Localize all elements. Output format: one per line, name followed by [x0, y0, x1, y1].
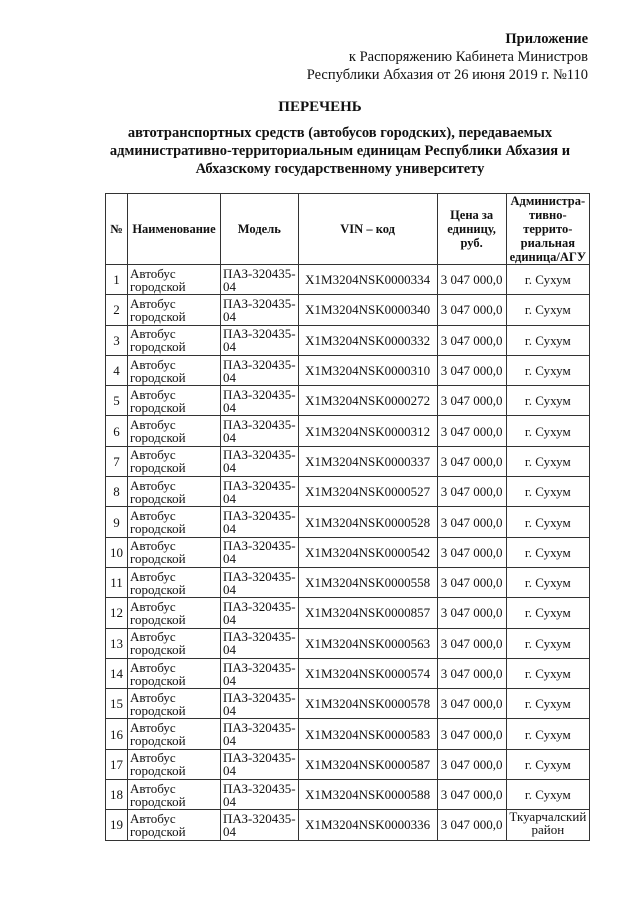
row-number: 16 [106, 719, 128, 749]
vehicle-model: ПАЗ-320435-04 [221, 628, 299, 658]
vin-code: X1M3204NSK0000574 [298, 658, 437, 688]
vehicle-name: Автобус городской [128, 719, 221, 749]
vin-code: X1M3204NSK0000340 [298, 295, 437, 325]
row-number: 6 [106, 416, 128, 446]
vehicle-name: Автобус городской [128, 507, 221, 537]
vin-code: X1M3204NSK0000336 [298, 810, 437, 840]
vehicle-model: ПАЗ-320435-04 [221, 810, 299, 840]
vin-code: X1M3204NSK0000312 [298, 416, 437, 446]
vehicle-model: ПАЗ-320435-04 [221, 416, 299, 446]
vehicle-name: Автобус городской [128, 386, 221, 416]
table-row [106, 689, 590, 719]
vin-code: X1M3204NSK0000527 [298, 477, 437, 507]
unit-price: 3 047 000,0 [437, 295, 506, 325]
header-admin-unit: Администра-тивно-террито-риальная единица/АГУ [506, 194, 589, 265]
vehicle-model: ПАЗ-320435-04 [221, 295, 299, 325]
table-row [106, 810, 590, 840]
subtitle-line: Абхазскому государственному университету [195, 161, 485, 177]
vehicle-name: Автобус городской [128, 628, 221, 658]
admin-unit: г. Сухум [506, 477, 589, 507]
row-number: 1 [106, 265, 128, 295]
row-number: 12 [106, 598, 128, 628]
unit-price: 3 047 000,0 [437, 658, 506, 688]
vin-code: X1M3204NSK0000272 [298, 386, 437, 416]
row-number: 3 [106, 325, 128, 355]
unit-price: 3 047 000,0 [437, 628, 506, 658]
unit-price: 3 047 000,0 [437, 446, 506, 476]
unit-price: 3 047 000,0 [437, 689, 506, 719]
vehicle-model: ПАЗ-320435-04 [221, 567, 299, 597]
admin-unit: г. Сухум [506, 355, 589, 385]
unit-price: 3 047 000,0 [437, 265, 506, 295]
table-row [106, 598, 590, 628]
vehicle-model: ПАЗ-320435-04 [221, 780, 299, 810]
admin-unit: г. Сухум [506, 386, 589, 416]
header-name: Наименование [128, 194, 221, 265]
row-number: 5 [106, 386, 128, 416]
table-row [106, 628, 590, 658]
vin-code: X1M3204NSK0000337 [298, 446, 437, 476]
vin-code: X1M3204NSK0000542 [298, 537, 437, 567]
admin-unit: г. Сухум [506, 295, 589, 325]
vehicle-name: Автобус городской [128, 658, 221, 688]
admin-unit: г. Сухум [506, 537, 589, 567]
unit-price: 3 047 000,0 [437, 719, 506, 749]
annex-line: Республики Абхазия от 26 июня 2019 г. №110 [306, 67, 588, 83]
row-number: 8 [106, 477, 128, 507]
subtitle-line: автотранспортных средств (автобусов городских), передаваемых [127, 125, 553, 141]
vehicle-name: Автобус городской [128, 689, 221, 719]
admin-unit: г. Сухум [506, 446, 589, 476]
row-number: 19 [106, 810, 128, 840]
row-number: 4 [106, 355, 128, 385]
admin-unit: г. Сухум [506, 749, 589, 779]
vehicle-name: Автобус городской [128, 598, 221, 628]
vin-code: X1M3204NSK0000578 [298, 689, 437, 719]
vehicle-name: Автобус городской [128, 567, 221, 597]
row-number: 14 [106, 658, 128, 688]
row-number: 15 [106, 689, 128, 719]
row-number: 17 [106, 749, 128, 779]
annex-line: к Распоряжению Кабинета Министров [348, 49, 588, 65]
table-row [106, 295, 590, 325]
vin-code: X1M3204NSK0000558 [298, 567, 437, 597]
table-row [106, 719, 590, 749]
admin-unit: г. Сухум [506, 658, 589, 688]
header-price: Цена за единицу, руб. [437, 194, 506, 265]
table-row [106, 416, 590, 446]
vehicle-model: ПАЗ-320435-04 [221, 658, 299, 688]
table-row [106, 537, 590, 567]
table-row [106, 386, 590, 416]
unit-price: 3 047 000,0 [437, 537, 506, 567]
vehicle-model: ПАЗ-320435-04 [221, 446, 299, 476]
annex-header [307, 30, 588, 84]
vehicle-name: Автобус городской [128, 355, 221, 385]
vehicle-model: ПАЗ-320435-04 [221, 507, 299, 537]
admin-unit: г. Сухум [506, 598, 589, 628]
admin-unit: г. Сухум [506, 325, 589, 355]
vehicle-model: ПАЗ-320435-04 [221, 477, 299, 507]
vin-code: X1M3204NSK0000588 [298, 780, 437, 810]
vehicle-name: Автобус городской [128, 416, 221, 446]
vehicle-model: ПАЗ-320435-04 [221, 749, 299, 779]
vehicle-model: ПАЗ-320435-04 [221, 355, 299, 385]
table-row [106, 780, 590, 810]
vin-code: X1M3204NSK0000332 [298, 325, 437, 355]
unit-price: 3 047 000,0 [437, 598, 506, 628]
table-header-row [106, 194, 590, 265]
vehicle-name: Автобус городской [128, 477, 221, 507]
row-number: 11 [106, 567, 128, 597]
header-vin: VIN – код [298, 194, 437, 265]
vehicle-name: Автобус городской [128, 749, 221, 779]
vin-code: X1M3204NSK0000857 [298, 598, 437, 628]
header-number: № [106, 194, 128, 265]
vin-code: X1M3204NSK0000563 [298, 628, 437, 658]
row-number: 10 [106, 537, 128, 567]
vehicle-model: ПАЗ-320435-04 [221, 689, 299, 719]
row-number: 2 [106, 295, 128, 325]
unit-price: 3 047 000,0 [437, 567, 506, 597]
table-row [106, 477, 590, 507]
table-row [106, 325, 590, 355]
unit-price: 3 047 000,0 [437, 780, 506, 810]
unit-price: 3 047 000,0 [437, 325, 506, 355]
vehicle-name: Автобус городской [128, 537, 221, 567]
document-title: ПЕРЕЧЕНЬ [278, 99, 362, 115]
vin-code: X1M3204NSK0000587 [298, 749, 437, 779]
vehicle-model: ПАЗ-320435-04 [221, 537, 299, 567]
table-row [106, 567, 590, 597]
unit-price: 3 047 000,0 [437, 355, 506, 385]
vehicle-model: ПАЗ-320435-04 [221, 325, 299, 355]
table-row [106, 507, 590, 537]
admin-unit: г. Сухум [506, 689, 589, 719]
table-row [106, 355, 590, 385]
vin-code: X1M3204NSK0000334 [298, 265, 437, 295]
document-subtitle [90, 124, 590, 178]
row-number: 18 [106, 780, 128, 810]
vehicle-name: Автобус городской [128, 446, 221, 476]
unit-price: 3 047 000,0 [437, 477, 506, 507]
unit-price: 3 047 000,0 [437, 507, 506, 537]
table-row [106, 446, 590, 476]
vin-code: X1M3204NSK0000528 [298, 507, 437, 537]
vehicle-name: Автобус городской [128, 295, 221, 325]
vehicle-name: Автобус городской [128, 325, 221, 355]
admin-unit: г. Сухум [506, 265, 589, 295]
vehicle-model: ПАЗ-320435-04 [221, 719, 299, 749]
admin-unit: Ткуарчалский район [506, 810, 589, 840]
row-number: 13 [106, 628, 128, 658]
unit-price: 3 047 000,0 [437, 386, 506, 416]
unit-price: 3 047 000,0 [437, 416, 506, 446]
vehicle-table [105, 193, 590, 841]
table-row [106, 658, 590, 688]
annex-heading: Приложение [505, 31, 588, 47]
admin-unit: г. Сухум [506, 416, 589, 446]
admin-unit: г. Сухум [506, 507, 589, 537]
table-body [106, 265, 590, 841]
row-number: 7 [106, 446, 128, 476]
unit-price: 3 047 000,0 [437, 749, 506, 779]
vehicle-name: Автобус городской [128, 265, 221, 295]
unit-price: 3 047 000,0 [437, 810, 506, 840]
vin-code: X1M3204NSK0000310 [298, 355, 437, 385]
vehicle-name: Автобус городской [128, 810, 221, 840]
vehicle-model: ПАЗ-320435-04 [221, 386, 299, 416]
admin-unit: г. Сухум [506, 719, 589, 749]
header-model: Модель [221, 194, 299, 265]
admin-unit: г. Сухум [506, 567, 589, 597]
vehicle-model: ПАЗ-320435-04 [221, 265, 299, 295]
table-row [106, 749, 590, 779]
subtitle-line: административно-территориальным единицам Республики Абхазия и [109, 143, 571, 159]
vehicle-model: ПАЗ-320435-04 [221, 598, 299, 628]
vehicle-name: Автобус городской [128, 780, 221, 810]
admin-unit: г. Сухум [506, 628, 589, 658]
table-row [106, 265, 590, 295]
admin-unit: г. Сухум [506, 780, 589, 810]
row-number: 9 [106, 507, 128, 537]
vin-code: X1M3204NSK0000583 [298, 719, 437, 749]
